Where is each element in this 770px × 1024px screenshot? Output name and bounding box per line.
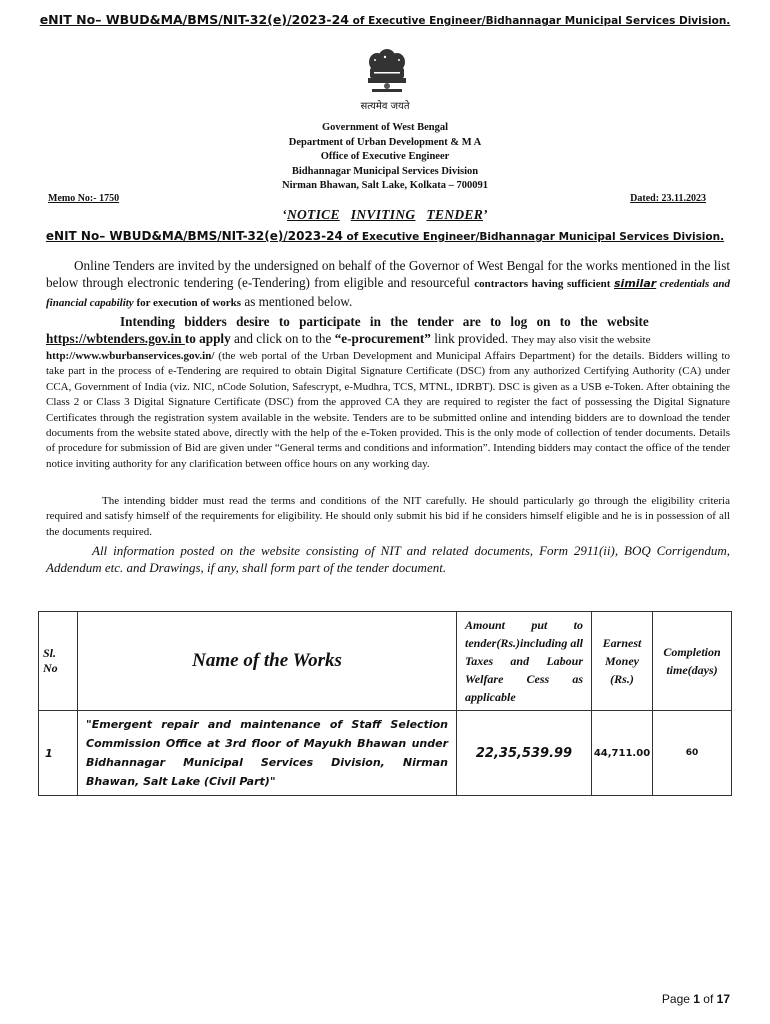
table-header-row <box>39 612 732 711</box>
terms-text: The intending bidder must read the terms and conditions of the NIT carefully. He should particularly go through the eligibility criteria required and satisfy himself of the requirements for eligibility. He should only submit his bid if he considers himself eligible and he is in possession of all the documents required. <box>46 495 730 538</box>
information-paragraph <box>46 542 730 576</box>
page-current: 1 <box>693 992 700 1006</box>
dsc-text: (the web portal of the Urban Development and Municipal Affairs Department) for the details. Bidders willing to take part in the process of e-Tendering are required to obtain Digital Signature Certificate (DSC) from any authorized Certifying Authority (CA) under CCA, Government of India (viz. NIC, nCode Solution, Safescrypt, e-Mudhra, TCS, MTNL, IDRBT). DSC is given as a USB e-Token. After obtaining the Class 2 or Class 3 Digital Signature Certificate (DSC) from the approved CA they are required to register the fact of possessing the Digital Signature Certificates through the registration system available in the website. Tenders are to be submitted online and intending bidders are to download the tender documents from the website stated above, directly with the help of the e-Token provided. This is the only mode of collection of tender documents. Details of procedure for submission of Bid are given under “General terms and conditions and information”. Intending bidders may contact the office of the tender notice inviting authority for any clarification between office hours on any working day. <box>46 350 730 470</box>
address-line: Office of Executive Engineer <box>320 151 450 162</box>
page-number <box>662 992 730 1006</box>
emblem-motto: सत्यमेव जयते <box>360 101 410 112</box>
title-word-inviting: INVITING <box>350 207 416 222</box>
intro-similar: similar <box>614 277 657 290</box>
title-quote-close: ’ <box>483 207 488 222</box>
website-heading: Intending bidders desire to participate in the tender are to log on to the website <box>120 314 649 329</box>
intro-tail: as mentioned below. <box>241 294 353 309</box>
enit-reference-subtitle <box>0 229 770 243</box>
works-table <box>38 611 732 796</box>
address-line: Bidhannagar Municipal Services Division <box>291 165 479 177</box>
enit-number: eNIT No– WBUD&MA/BMS/NIT-32(e)/2023-24 <box>39 12 350 27</box>
click-text: and click on to the <box>230 331 335 346</box>
memo-number: Memo No:- 1750 <box>48 193 120 204</box>
row-earnest-money: 44,711.00 <box>592 711 653 796</box>
title-word-notice: NOTICE <box>286 207 340 222</box>
intro-execution: for execution of works <box>133 297 242 309</box>
intro-text: Online Tenders are invited by the undersigned on behalf of the Governor of West Bengal for the works mentioned in the list below through electronic tendering (e-Tendering) from eligible and resourceful <box>46 258 730 290</box>
header-name-of-works: Name of the Works <box>78 612 457 711</box>
row-name-of-work: "Emergent repair and maintenance of Staff Selection Commission Office at 3rd floor of Mayukh Bhawan under Bidhannagar Municipal Services Division, Nirman Bhawan, Salt Lake (Civil Part)" <box>78 711 457 796</box>
page-of: of <box>699 992 717 1006</box>
link-provided-text: link provided. <box>430 331 512 346</box>
address-line: Government of West Bengal <box>321 122 449 133</box>
enit-office: of Executive Engineer/Bidhannagar Municipal Services Division. <box>342 231 725 243</box>
state-emblem-icon <box>360 48 414 96</box>
enit-office: of Executive Engineer/Bidhannagar Municipal Services Division. <box>349 15 731 27</box>
header-sl-no: Sl. No <box>39 612 78 711</box>
title-word-tender: TENDER <box>426 207 484 222</box>
enit-reference-header <box>0 12 770 27</box>
row-sl-no: 1 <box>39 711 78 796</box>
intro-bold-contractors: contractors having sufficient <box>474 278 614 290</box>
intro-paragraph <box>46 257 730 312</box>
page-total: 17 <box>716 992 730 1006</box>
header-completion-time: Completion time(days) <box>653 612 732 711</box>
address-line: Department of Urban Development & M A <box>288 136 482 148</box>
row-amount: 22,35,539.99 <box>457 711 592 796</box>
header-amount: Amount put to tender(Rs.)including all Taxes and Labour Welfare Cess as applicable <box>457 612 592 711</box>
table-row <box>39 711 732 796</box>
also-visit-text: They may also visit the website <box>511 334 651 346</box>
header-earnest-money: Earnest Money (Rs.) <box>592 612 653 711</box>
notice-title <box>0 207 770 223</box>
urbanservices-link[interactable]: http://www.wburbanservices.gov.in/ <box>46 350 215 362</box>
website-paragraph <box>46 313 730 349</box>
address-line: Nirman Bhawan, Salt Lake, Kolkata – 700091 <box>282 180 488 191</box>
row-completion-days: 60 <box>653 711 732 796</box>
title-quote-open: ‘ <box>282 207 287 222</box>
information-text: All information posted on the website consisting of NIT and related documents, Form 2911(ii), BOQ Corrigendum, Addendum etc. and Drawings, if any, shall form part of the tender document. <box>46 543 730 575</box>
dsc-paragraph <box>46 349 730 472</box>
eprocurement-text: “e-procurement” <box>334 331 431 346</box>
office-address <box>0 121 770 194</box>
memo-date: Dated: 23.11.2023 <box>630 193 706 204</box>
enit-number: eNIT No– WBUD&MA/BMS/NIT-32(e)/2023-24 <box>45 229 343 243</box>
apply-text: to apply <box>184 331 231 346</box>
terms-paragraph <box>46 494 730 540</box>
intro-credentials: credentials and financial capability <box>46 278 730 309</box>
page-label: Page <box>661 992 694 1006</box>
wbtenders-link[interactable]: https://wbtenders.gov.in <box>46 331 185 346</box>
